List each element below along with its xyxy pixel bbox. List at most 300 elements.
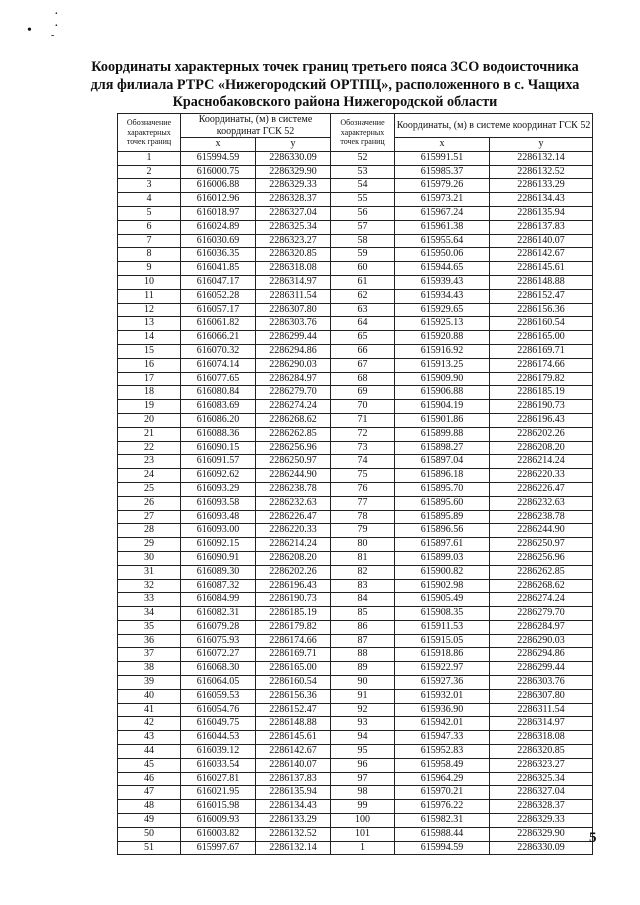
table-row [118, 358, 593, 372]
point-number-right: 52 [331, 151, 395, 165]
y-right: 2286132.14 [490, 151, 593, 165]
page-number: 5 [589, 830, 597, 846]
point-number-left: 27 [118, 510, 181, 524]
point-number-right: 73 [331, 441, 395, 455]
y-left: 2286329.90 [256, 165, 331, 179]
y-left: 2286133.29 [256, 814, 331, 828]
y-right: 2286179.82 [490, 372, 593, 386]
y-left: 2286179.82 [256, 620, 331, 634]
y-left: 2286311.54 [256, 289, 331, 303]
point-number-left: 12 [118, 303, 181, 317]
x-right: 615976.22 [395, 800, 490, 814]
x-right: 615898.27 [395, 441, 490, 455]
header-y-right: y [490, 138, 593, 152]
table-row [118, 648, 593, 662]
x-left: 616041.85 [181, 262, 256, 276]
y-right: 2286132.52 [490, 165, 593, 179]
x-right: 615929.65 [395, 303, 490, 317]
table-row [118, 524, 593, 538]
y-left: 2286148.88 [256, 717, 331, 731]
point-number-left: 18 [118, 386, 181, 400]
y-right: 2286320.85 [490, 745, 593, 759]
table-row [118, 455, 593, 469]
y-left: 2286145.61 [256, 731, 331, 745]
table-row [118, 344, 593, 358]
table-row [118, 220, 593, 234]
y-left: 2286294.86 [256, 344, 331, 358]
point-number-left: 36 [118, 634, 181, 648]
x-right: 615902.98 [395, 579, 490, 593]
x-left: 616093.48 [181, 510, 256, 524]
table-row [118, 386, 593, 400]
x-left: 616054.76 [181, 703, 256, 717]
y-right: 2286299.44 [490, 662, 593, 676]
point-number-left: 51 [118, 841, 181, 855]
y-left: 2286303.76 [256, 317, 331, 331]
x-right: 615979.26 [395, 179, 490, 193]
header-coord-system-left: Координаты, (м) в системе координат ГСК 52 [181, 114, 331, 138]
y-right: 2286327.04 [490, 786, 593, 800]
header-coord-system-right: Координаты, (м) в системе координат ГСК 52 [395, 114, 593, 138]
table-row [118, 593, 593, 607]
point-number-right: 83 [331, 579, 395, 593]
table-row [118, 496, 593, 510]
y-right: 2286325.34 [490, 772, 593, 786]
table-row [118, 538, 593, 552]
y-right: 2286152.47 [490, 289, 593, 303]
table-row [118, 262, 593, 276]
x-right: 615900.82 [395, 565, 490, 579]
point-number-right: 80 [331, 538, 395, 552]
point-number-left: 30 [118, 551, 181, 565]
x-left: 616039.12 [181, 745, 256, 759]
y-left: 2286250.97 [256, 455, 331, 469]
x-right: 615901.86 [395, 413, 490, 427]
point-number-right: 97 [331, 772, 395, 786]
header-designation-left: Обозначение характерных точек границ [118, 114, 181, 152]
y-right: 2286238.78 [490, 510, 593, 524]
x-left: 616070.32 [181, 344, 256, 358]
point-number-right: 94 [331, 731, 395, 745]
y-right: 2286329.33 [490, 814, 593, 828]
point-number-right: 93 [331, 717, 395, 731]
y-left: 2286214.24 [256, 538, 331, 552]
table-row [118, 317, 593, 331]
table-row [118, 303, 593, 317]
y-left: 2286202.26 [256, 565, 331, 579]
y-right: 2286196.43 [490, 413, 593, 427]
table-row [118, 800, 593, 814]
title-line-3: Краснобаковского района Нижегородской области [172, 94, 498, 110]
x-right: 615934.43 [395, 289, 490, 303]
point-number-right: 65 [331, 331, 395, 345]
point-number-left: 17 [118, 372, 181, 386]
point-number-right: 68 [331, 372, 395, 386]
x-right: 615973.21 [395, 193, 490, 207]
table-row [118, 814, 593, 828]
point-number-left: 26 [118, 496, 181, 510]
x-left: 616059.53 [181, 689, 256, 703]
point-number-left: 25 [118, 482, 181, 496]
x-right: 615936.90 [395, 703, 490, 717]
y-right: 2286323.27 [490, 758, 593, 772]
table-row [118, 565, 593, 579]
x-left: 616088.36 [181, 427, 256, 441]
x-left: 616015.98 [181, 800, 256, 814]
point-number-left: 21 [118, 427, 181, 441]
table-row [118, 607, 593, 621]
point-number-left: 37 [118, 648, 181, 662]
x-left: 616092.15 [181, 538, 256, 552]
point-number-left: 48 [118, 800, 181, 814]
y-left: 2286244.90 [256, 469, 331, 483]
y-left: 2286160.54 [256, 676, 331, 690]
table-row [118, 400, 593, 414]
x-left: 615997.67 [181, 841, 256, 855]
x-right: 615932.01 [395, 689, 490, 703]
y-right: 2286307.80 [490, 689, 593, 703]
x-right: 615918.86 [395, 648, 490, 662]
y-right: 2286330.09 [490, 841, 593, 855]
y-right: 2286133.29 [490, 179, 593, 193]
x-left: 616074.14 [181, 358, 256, 372]
x-right: 615967.24 [395, 206, 490, 220]
x-right: 615947.33 [395, 731, 490, 745]
y-right: 2286135.94 [490, 206, 593, 220]
point-number-right: 72 [331, 427, 395, 441]
x-left: 616047.17 [181, 275, 256, 289]
x-left: 616009.93 [181, 814, 256, 828]
point-number-right: 85 [331, 607, 395, 621]
y-left: 2286318.08 [256, 262, 331, 276]
table-row [118, 275, 593, 289]
y-right: 2286140.07 [490, 234, 593, 248]
x-left: 616084.99 [181, 593, 256, 607]
point-number-right: 99 [331, 800, 395, 814]
y-right: 2286165.00 [490, 331, 593, 345]
table-row [118, 620, 593, 634]
y-right: 2286274.24 [490, 593, 593, 607]
y-left: 2286165.00 [256, 662, 331, 676]
x-right: 615906.88 [395, 386, 490, 400]
point-number-right: 87 [331, 634, 395, 648]
point-number-left: 28 [118, 524, 181, 538]
y-right: 2286145.61 [490, 262, 593, 276]
table-row [118, 441, 593, 455]
table-row [118, 206, 593, 220]
point-number-right: 63 [331, 303, 395, 317]
point-number-right: 56 [331, 206, 395, 220]
y-right: 2286232.63 [490, 496, 593, 510]
point-number-right: 55 [331, 193, 395, 207]
point-number-right: 67 [331, 358, 395, 372]
y-left: 2286174.66 [256, 634, 331, 648]
x-left: 616021.95 [181, 786, 256, 800]
x-right: 615899.88 [395, 427, 490, 441]
y-right: 2286156.36 [490, 303, 593, 317]
x-right: 615982.31 [395, 814, 490, 828]
x-right: 615913.25 [395, 358, 490, 372]
y-left: 2286185.19 [256, 607, 331, 621]
table-row [118, 469, 593, 483]
y-left: 2286190.73 [256, 593, 331, 607]
y-left: 2286132.14 [256, 841, 331, 855]
table-row [118, 151, 593, 165]
x-right: 615944.65 [395, 262, 490, 276]
y-right: 2286279.70 [490, 607, 593, 621]
point-number-left: 41 [118, 703, 181, 717]
point-number-left: 15 [118, 344, 181, 358]
x-left: 616082.31 [181, 607, 256, 621]
y-left: 2286328.37 [256, 193, 331, 207]
point-number-right: 54 [331, 179, 395, 193]
y-left: 2286314.97 [256, 275, 331, 289]
point-number-left: 13 [118, 317, 181, 331]
point-number-right: 59 [331, 248, 395, 262]
point-number-right: 66 [331, 344, 395, 358]
table-row [118, 234, 593, 248]
y-right: 2286244.90 [490, 524, 593, 538]
point-number-right: 57 [331, 220, 395, 234]
y-left: 2286262.85 [256, 427, 331, 441]
y-right: 2286226.47 [490, 482, 593, 496]
scan-mark-dot: · [54, 19, 59, 34]
table-row [118, 634, 593, 648]
point-number-left: 19 [118, 400, 181, 414]
point-number-left: 45 [118, 758, 181, 772]
y-left: 2286132.52 [256, 827, 331, 841]
x-left: 616036.35 [181, 248, 256, 262]
coordinates-table [117, 113, 593, 855]
y-left: 2286156.36 [256, 689, 331, 703]
y-right: 2286220.33 [490, 469, 593, 483]
point-number-left: 43 [118, 731, 181, 745]
point-number-right: 74 [331, 455, 395, 469]
y-right: 2286250.97 [490, 538, 593, 552]
y-left: 2286208.20 [256, 551, 331, 565]
point-number-left: 34 [118, 607, 181, 621]
x-left: 616057.17 [181, 303, 256, 317]
x-right: 615922.97 [395, 662, 490, 676]
table-row [118, 662, 593, 676]
y-right: 2286208.20 [490, 441, 593, 455]
x-right: 615897.61 [395, 538, 490, 552]
y-right: 2286185.19 [490, 386, 593, 400]
x-left: 616027.81 [181, 772, 256, 786]
y-right: 2286148.88 [490, 275, 593, 289]
point-number-left: 14 [118, 331, 181, 345]
y-left: 2286232.63 [256, 496, 331, 510]
point-number-right: 64 [331, 317, 395, 331]
point-number-left: 50 [118, 827, 181, 841]
table-row [118, 827, 593, 841]
point-number-left: 22 [118, 441, 181, 455]
table-row [118, 772, 593, 786]
x-right: 615896.56 [395, 524, 490, 538]
point-number-right: 61 [331, 275, 395, 289]
table-row [118, 689, 593, 703]
table-row [118, 289, 593, 303]
point-number-right: 75 [331, 469, 395, 483]
x-right: 615970.21 [395, 786, 490, 800]
x-right: 615911.53 [395, 620, 490, 634]
x-left: 616044.53 [181, 731, 256, 745]
x-right: 615925.13 [395, 317, 490, 331]
x-left: 616077.65 [181, 372, 256, 386]
point-number-left: 7 [118, 234, 181, 248]
point-number-left: 2 [118, 165, 181, 179]
x-left: 616083.69 [181, 400, 256, 414]
y-left: 2286325.34 [256, 220, 331, 234]
point-number-right: 86 [331, 620, 395, 634]
x-right: 615916.92 [395, 344, 490, 358]
y-left: 2286238.78 [256, 482, 331, 496]
x-left: 616093.29 [181, 482, 256, 496]
y-right: 2286160.54 [490, 317, 593, 331]
y-left: 2286152.47 [256, 703, 331, 717]
point-number-right: 91 [331, 689, 395, 703]
y-right: 2286262.85 [490, 565, 593, 579]
table-row [118, 841, 593, 855]
x-left: 616072.27 [181, 648, 256, 662]
y-left: 2286196.43 [256, 579, 331, 593]
x-right: 615950.06 [395, 248, 490, 262]
x-right: 615939.43 [395, 275, 490, 289]
table-row [118, 786, 593, 800]
scan-mark-dash: - [51, 30, 55, 41]
x-left: 616024.89 [181, 220, 256, 234]
x-left: 616033.54 [181, 758, 256, 772]
x-right: 615985.37 [395, 165, 490, 179]
point-number-right: 95 [331, 745, 395, 759]
point-number-left: 39 [118, 676, 181, 690]
point-number-right: 78 [331, 510, 395, 524]
y-left: 2286169.71 [256, 648, 331, 662]
table-row [118, 745, 593, 759]
y-left: 2286226.47 [256, 510, 331, 524]
y-right: 2286294.86 [490, 648, 593, 662]
x-left: 616089.30 [181, 565, 256, 579]
y-right: 2286329.90 [490, 827, 593, 841]
x-left: 616091.57 [181, 455, 256, 469]
title-line-1: Координаты характерных точек границ третьего пояса ЗСО водоисточника [91, 59, 579, 75]
point-number-left: 9 [118, 262, 181, 276]
x-right: 615899.03 [395, 551, 490, 565]
point-number-right: 79 [331, 524, 395, 538]
table-row [118, 331, 593, 345]
point-number-left: 6 [118, 220, 181, 234]
scan-mark-bullet: • [27, 23, 32, 38]
y-right: 2286318.08 [490, 731, 593, 745]
x-right: 615988.44 [395, 827, 490, 841]
point-number-right: 89 [331, 662, 395, 676]
point-number-right: 71 [331, 413, 395, 427]
point-number-left: 31 [118, 565, 181, 579]
x-right: 615991.51 [395, 151, 490, 165]
x-right: 615896.18 [395, 469, 490, 483]
x-right: 615958.49 [395, 758, 490, 772]
point-number-left: 20 [118, 413, 181, 427]
y-left: 2286279.70 [256, 386, 331, 400]
point-number-right: 84 [331, 593, 395, 607]
x-right: 615942.01 [395, 717, 490, 731]
x-right: 615895.60 [395, 496, 490, 510]
y-left: 2286137.83 [256, 772, 331, 786]
x-left: 616003.82 [181, 827, 256, 841]
y-left: 2286274.24 [256, 400, 331, 414]
point-number-left: 3 [118, 179, 181, 193]
x-left: 616000.75 [181, 165, 256, 179]
point-number-right: 90 [331, 676, 395, 690]
x-right: 615927.36 [395, 676, 490, 690]
x-right: 615897.04 [395, 455, 490, 469]
x-left: 616090.15 [181, 441, 256, 455]
point-number-left: 47 [118, 786, 181, 800]
x-left: 616018.97 [181, 206, 256, 220]
table-row [118, 165, 593, 179]
point-number-right: 100 [331, 814, 395, 828]
x-right: 615909.90 [395, 372, 490, 386]
table-row [118, 413, 593, 427]
point-number-right: 88 [331, 648, 395, 662]
point-number-left: 33 [118, 593, 181, 607]
table-row [118, 372, 593, 386]
y-right: 2286202.26 [490, 427, 593, 441]
table-row [118, 510, 593, 524]
point-number-left: 4 [118, 193, 181, 207]
y-right: 2286174.66 [490, 358, 593, 372]
point-number-right: 58 [331, 234, 395, 248]
point-number-left: 38 [118, 662, 181, 676]
table-row [118, 731, 593, 745]
point-number-left: 35 [118, 620, 181, 634]
point-number-left: 49 [118, 814, 181, 828]
x-right: 615915.05 [395, 634, 490, 648]
point-number-left: 42 [118, 717, 181, 731]
point-number-left: 32 [118, 579, 181, 593]
y-right: 2286256.96 [490, 551, 593, 565]
point-number-right: 62 [331, 289, 395, 303]
y-right: 2286311.54 [490, 703, 593, 717]
x-right: 615952.83 [395, 745, 490, 759]
header-x-left: x [181, 138, 256, 152]
point-number-right: 81 [331, 551, 395, 565]
x-left: 616092.62 [181, 469, 256, 483]
y-right: 2286137.83 [490, 220, 593, 234]
x-right: 615895.89 [395, 510, 490, 524]
y-left: 2286268.62 [256, 413, 331, 427]
point-number-right: 101 [331, 827, 395, 841]
point-number-right: 53 [331, 165, 395, 179]
point-number-right: 92 [331, 703, 395, 717]
y-left: 2286256.96 [256, 441, 331, 455]
point-number-left: 16 [118, 358, 181, 372]
x-left: 616030.69 [181, 234, 256, 248]
table-row [118, 248, 593, 262]
point-number-right: 77 [331, 496, 395, 510]
y-left: 2286142.67 [256, 745, 331, 759]
table-row [118, 193, 593, 207]
point-number-left: 1 [118, 151, 181, 165]
x-right: 615961.38 [395, 220, 490, 234]
table-body [118, 151, 593, 855]
x-left: 616079.28 [181, 620, 256, 634]
table-row [118, 676, 593, 690]
x-right: 615994.59 [395, 841, 490, 855]
y-left: 2286134.43 [256, 800, 331, 814]
y-left: 2286284.97 [256, 372, 331, 386]
x-left: 616093.00 [181, 524, 256, 538]
